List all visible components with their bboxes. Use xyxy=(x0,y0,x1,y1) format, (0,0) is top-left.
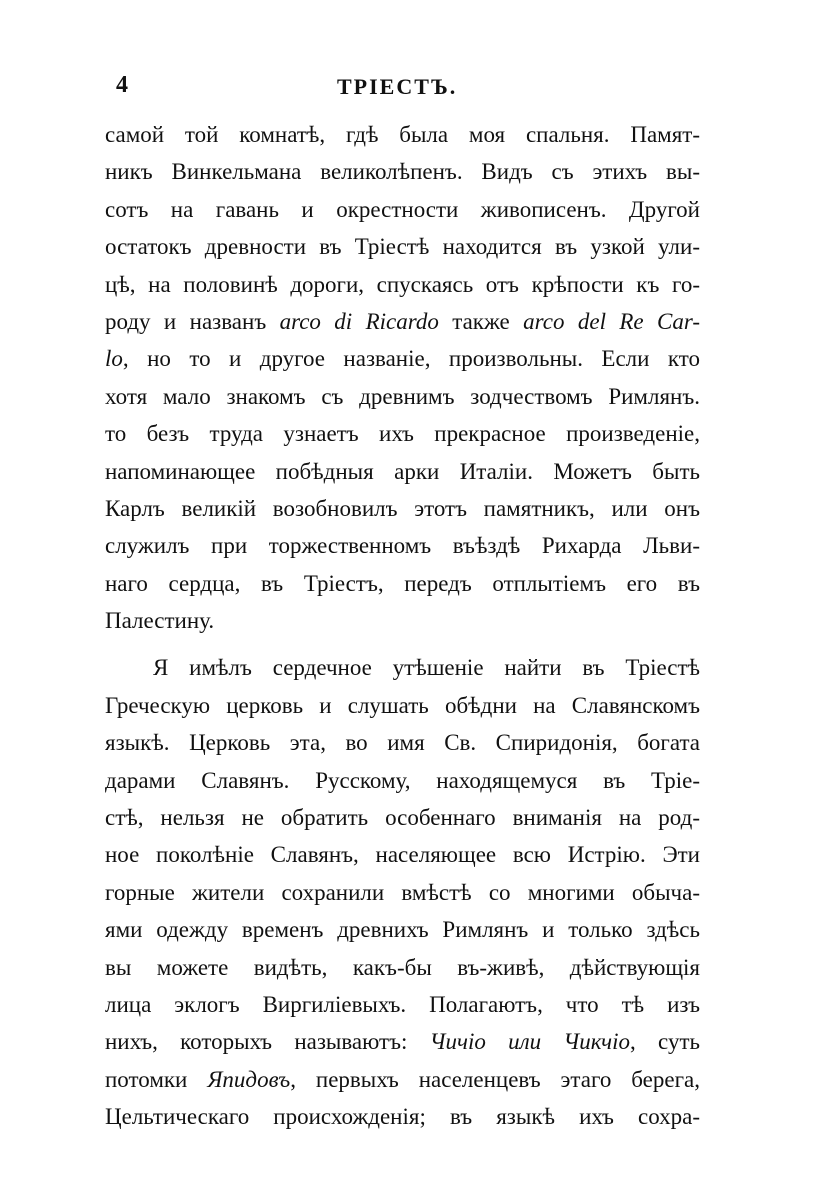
text-line: напоминающее побѣдныя арки Италіи. Можетъ быть xyxy=(105,458,700,484)
text-line: служилъ при торжественномъ въѣздѣ Рихарда Льви- xyxy=(105,533,700,559)
paragraph-gap xyxy=(105,639,700,649)
text-line: наго сердца, въ Тріестъ, передъ отплытіемъ его въ xyxy=(105,570,700,596)
italic-term: Япидовъ xyxy=(207,1066,291,1092)
text-line: остатокъ древности въ Тріестѣ находится въ узкой ули- xyxy=(105,234,700,260)
text-line: Я имѣлъ сердечное утѣшеніе найти въ Тріестѣ xyxy=(153,655,700,681)
text-line: Греческую церковь и слушать обѣдни на Славянскомъ xyxy=(105,692,700,718)
text-line: вы можете видѣть, какъ-бы въ-живѣ, дѣйствующія xyxy=(105,954,700,980)
text-line: языкѣ. Церковь эта, во имя Св. Спиридонія, богата xyxy=(105,730,700,756)
italic-latin-term: lo xyxy=(105,346,123,372)
text-line: ное поколѣніе Славянъ, населяющее всю Истрію. Эти xyxy=(105,842,700,868)
italic-term: Чичіо или Чикчіо xyxy=(429,1029,631,1055)
text-line: нихъ, которыхъ называютъ: Чичіо или Чикчіо, суть xyxy=(105,1029,700,1055)
text-line: дарами Славянъ. Русскому, находящемуся въ Тріе- xyxy=(105,767,700,793)
text-line: Палестину. xyxy=(105,608,215,634)
text-line: Цельтическаго происхожденія; въ языкѣ ихъ сохра- xyxy=(105,1104,700,1130)
body-text xyxy=(105,116,700,1136)
text-line: lo, но то и другое названіе, произвольны. Если кто xyxy=(105,346,700,372)
running-title: ТРІЕСТЪ. xyxy=(337,74,458,99)
page-number: 4 xyxy=(116,72,128,98)
italic-latin-term: arco del Re Car- xyxy=(523,308,700,334)
italic-latin-term: arco di Ricardo xyxy=(279,308,439,334)
text-line: то безъ труда узнаетъ ихъ прекрасное произведеніе, xyxy=(105,421,700,447)
text-line: хотя мало знакомъ съ древнимъ зодчествомъ Римлянъ. xyxy=(105,383,700,409)
text-line: Карлъ великій возобновилъ этотъ памятникъ, или онъ xyxy=(105,495,700,521)
running-head xyxy=(112,72,702,108)
text-line: лица эклогъ Виргиліевыхъ. Полагаютъ, что тѣ изъ xyxy=(105,991,700,1017)
text-line: горные жители сохранили вмѣстѣ со многими обыча- xyxy=(105,879,700,905)
text-line: самой той комнатѣ, гдѣ была моя спальня. Памят- xyxy=(105,122,700,147)
text-line: никъ Винкельмана великолѣпенъ. Видъ съ этихъ вы- xyxy=(105,159,700,185)
text-line: стѣ, нельзя не обратить особеннаго вниманія на род- xyxy=(105,805,700,831)
text-line: роду и названъ arco di Ricardo также arco del Re Car- xyxy=(105,308,700,334)
text-line: цѣ, на половинѣ дороги, спускаясь отъ крѣпости къ го- xyxy=(105,271,700,297)
text-line: ями одежду временъ древнихъ Римлянъ и только здѣсь xyxy=(105,917,700,943)
text-line: потомки Япидовъ, первыхъ населенцевъ этаго берега, xyxy=(105,1066,700,1092)
text-line: сотъ на гавань и окрестности живописенъ. Другой xyxy=(105,196,700,222)
